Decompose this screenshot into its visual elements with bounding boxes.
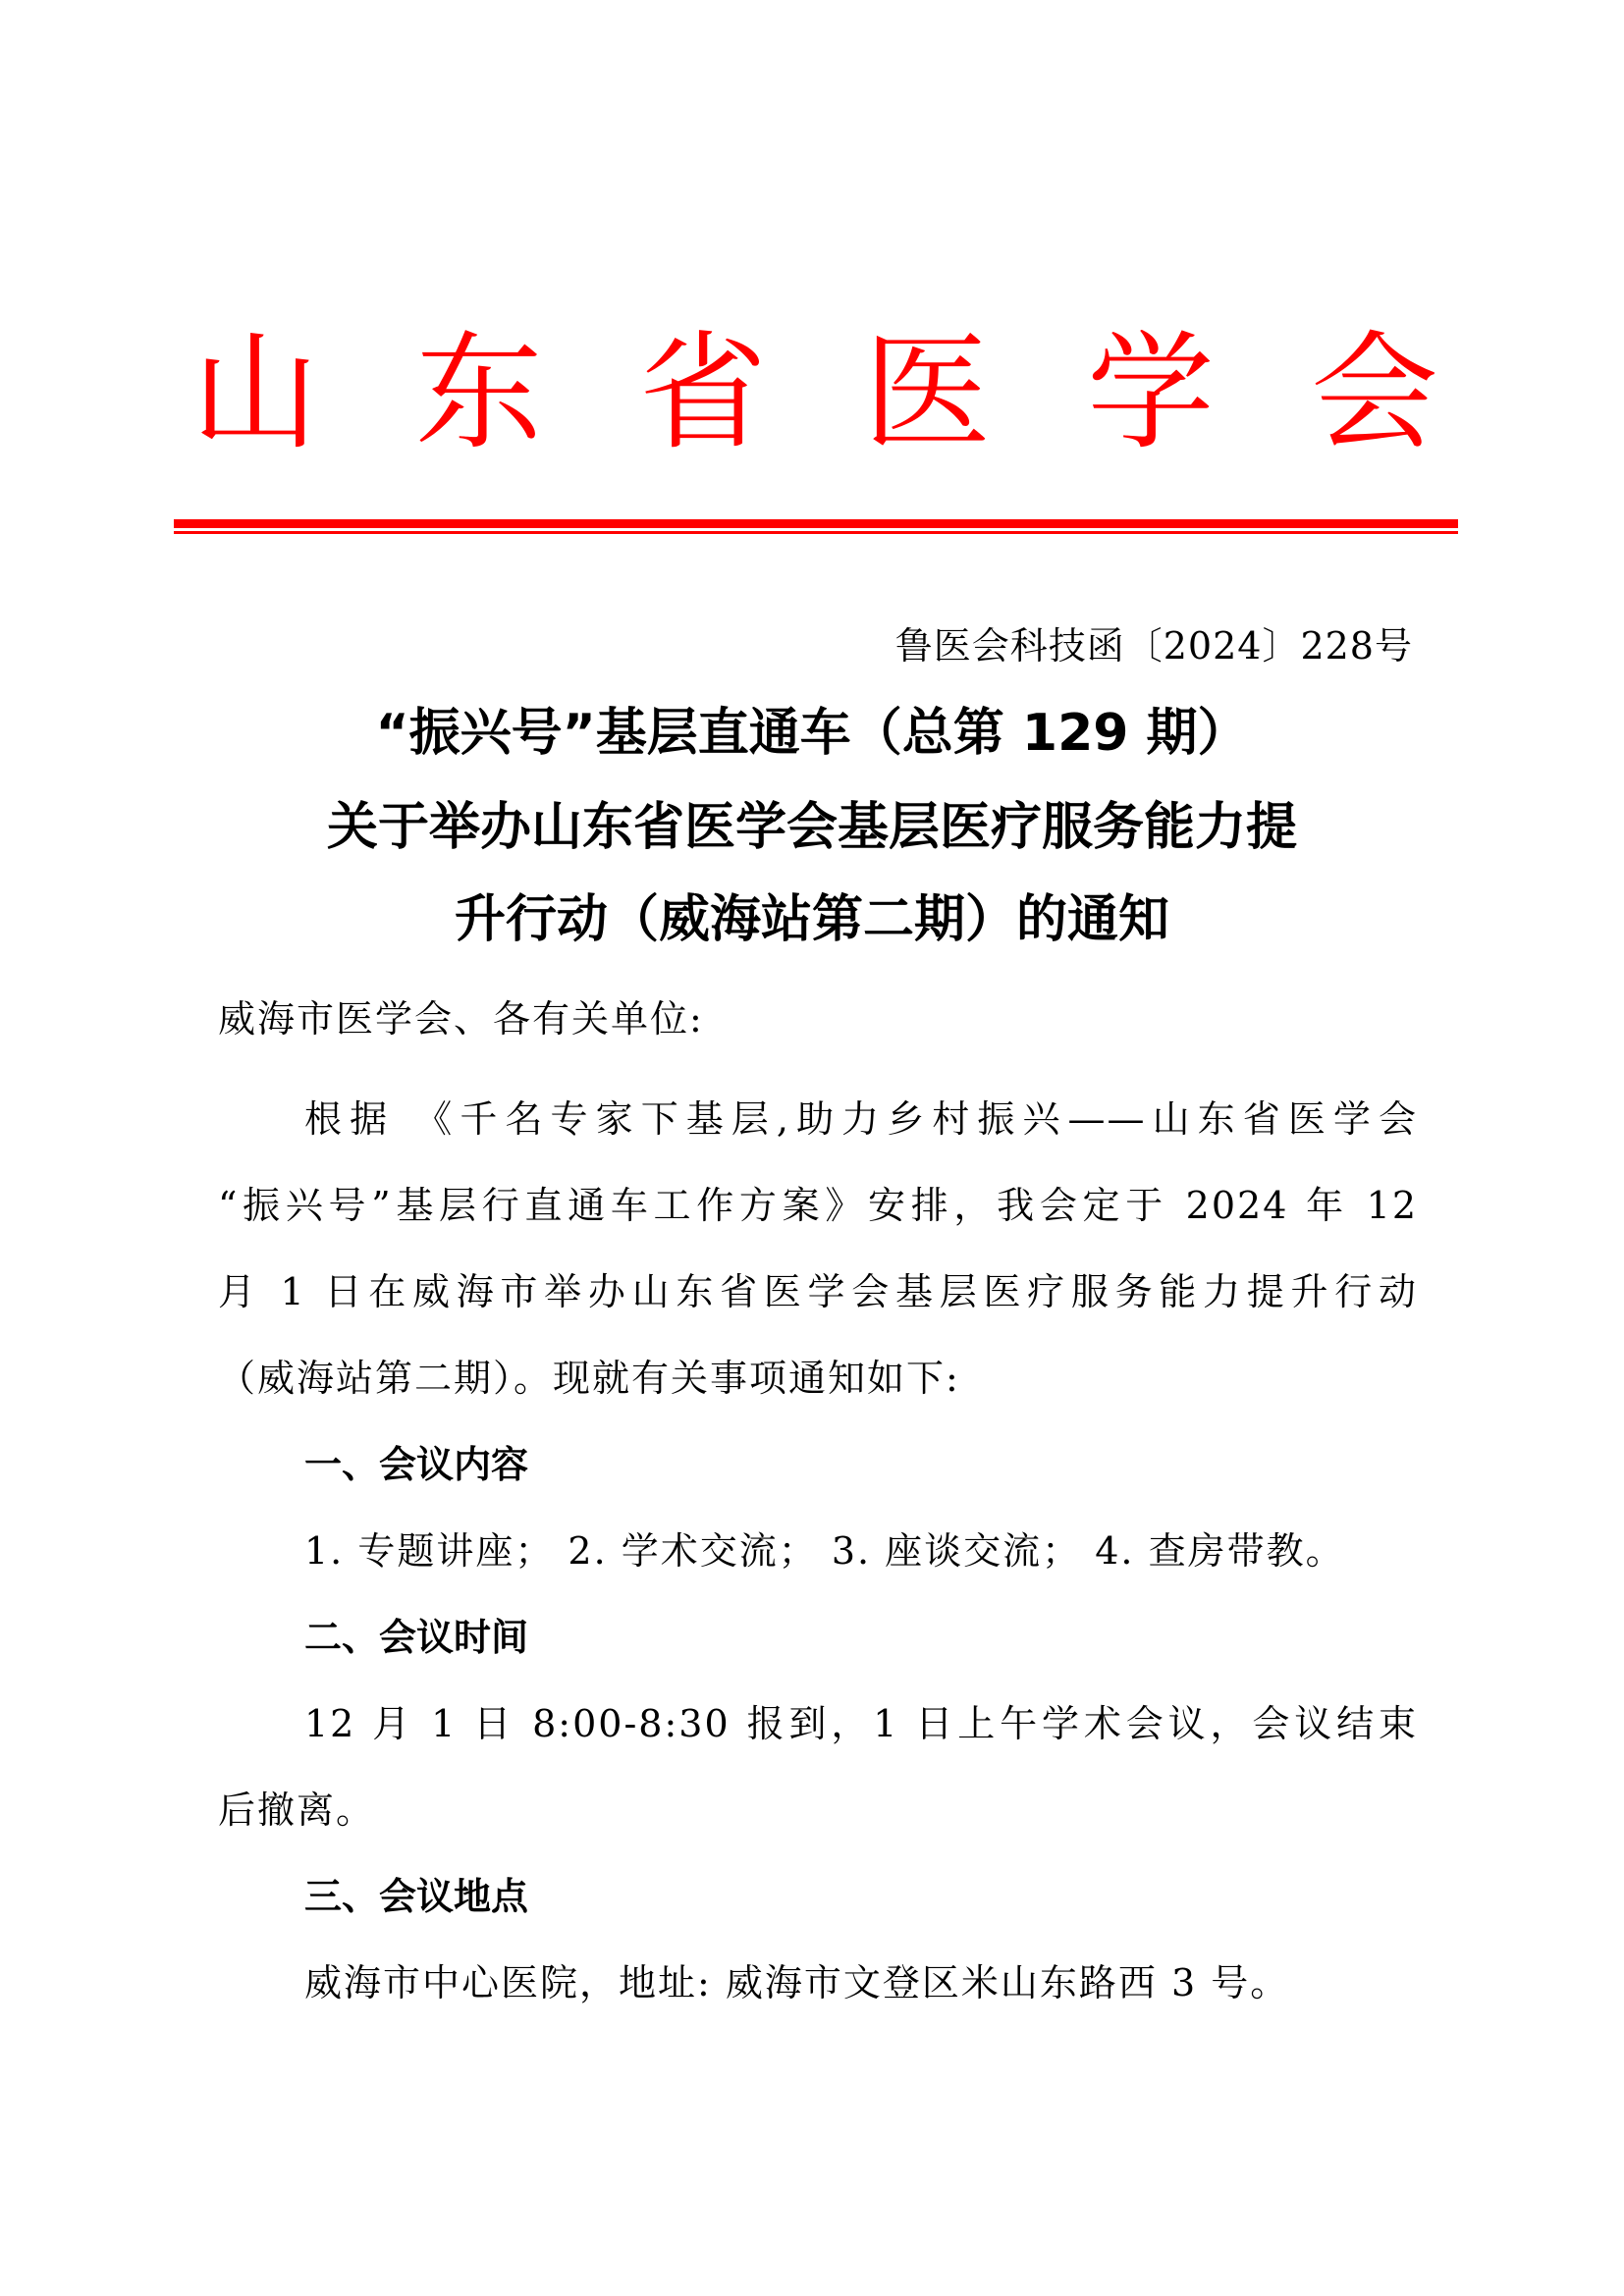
section-time-line: 后撤离。 bbox=[218, 1789, 376, 1832]
letterhead-organization-name bbox=[177, 319, 1453, 466]
letterhead-divider-thick bbox=[174, 519, 1458, 528]
document-title-line-1: “振兴号”基层直通车（总第 129 期） bbox=[375, 704, 1249, 763]
document-number: 鲁医会科技函〔2024〕228号 bbox=[894, 624, 1413, 667]
intro-paragraph-line: （威海站第二期）。现就有关事项通知如下: bbox=[218, 1357, 960, 1400]
document-title-line-2: 关于举办山东省医学会基层医疗服务能力提 bbox=[326, 798, 1297, 857]
section-location-line: 威海市中心医院，地址: 威海市文登区米山东路西 3 号。 bbox=[304, 1961, 1290, 2004]
section-heading-content: 一、会议内容 bbox=[304, 1443, 529, 1486]
letterhead-char: 医 bbox=[862, 318, 991, 467]
salutation: 威海市医学会、各有关单位: bbox=[218, 997, 704, 1041]
letterhead-char: 山 bbox=[190, 318, 319, 467]
section-heading-time: 二、会议时间 bbox=[304, 1616, 529, 1659]
letterhead-char: 东 bbox=[414, 318, 543, 467]
intro-paragraph-line: 月 1 日在威海市举办山东省医学会基层医疗服务能力提升行动 bbox=[218, 1270, 1418, 1313]
letterhead-divider-thin bbox=[174, 531, 1458, 534]
letterhead-char: 学 bbox=[1086, 318, 1215, 467]
section-heading-location: 三、会议地点 bbox=[304, 1875, 529, 1918]
intro-paragraph-line: 根据 《千名专家下基层,助力乡村振兴——山东省医学会 bbox=[304, 1097, 1418, 1141]
letterhead-char: 会 bbox=[1310, 318, 1438, 467]
intro-paragraph-line: “振兴号”基层行直通车工作方案》安排，我会定于 2024 年 12 bbox=[218, 1184, 1418, 1227]
document-title-line-3: 升行动（威海站第二期）的通知 bbox=[454, 890, 1169, 949]
section-time-line: 12 月 1 日 8:00-8:30 报到，1 日上午学术会议，会议结束 bbox=[304, 1702, 1418, 1745]
section-content-line: 1. 专题讲座； 2. 学术交流； 3. 座谈交流； 4. 查房带教。 bbox=[304, 1529, 1345, 1573]
letterhead-char: 省 bbox=[638, 318, 767, 467]
